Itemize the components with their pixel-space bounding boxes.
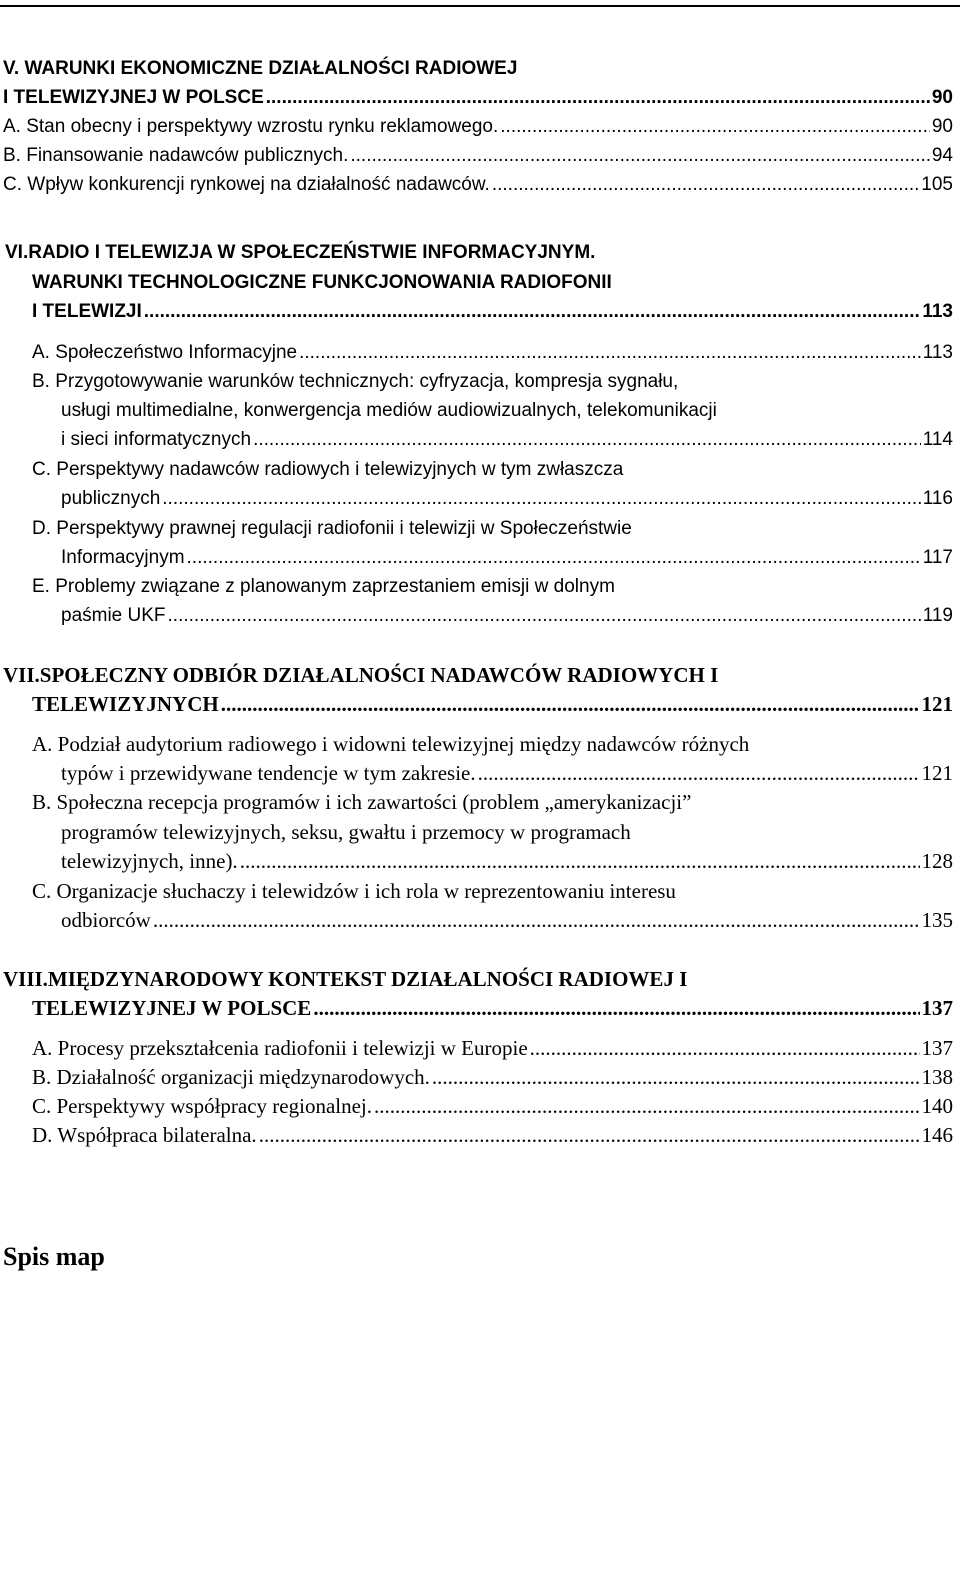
entry-text: telewizyjnych, inne). [61,849,238,873]
toc-entry-vii-c-line1 [32,877,960,906]
toc-entry-vi-c-line1 [32,455,960,484]
toc-entry-v-b[interactable] [3,141,953,170]
page-number: 128 [921,849,953,873]
leader-dots [240,847,920,876]
entry-text: B. Finansowanie nadawców publicznych. [3,145,349,166]
page-number: 114 [922,429,953,450]
page-number: 135 [921,908,953,932]
heading-text: TELEWIZYJNYCH [32,692,219,716]
entry-text: typów i przewidywane tendencje w tym zakresie. [61,761,476,785]
entry-text: A. Podział audytorium radiowego i widowni telewizyjnej między nadawców różnych [32,732,750,756]
page-number: 121 [921,692,953,716]
leader-dots [313,994,919,1023]
toc-entry-viii-a[interactable] [32,1034,953,1063]
leader-dots [478,759,920,788]
leader-dots [266,83,930,112]
heading-text: WARUNKI TECHNOLOGICZNE FUNKCJONOWANIA RADIOFONII [32,272,612,293]
leader-dots [168,601,921,630]
entry-text: D. Współpraca bilateralna. [32,1123,257,1147]
leader-dots [299,338,921,367]
heading-text: I TELEWIZYJNEJ W POLSCE [3,87,264,108]
leader-dots [253,425,921,454]
toc-entry-vi-e-line1 [32,572,960,601]
toc-entry-v-a[interactable] [3,112,953,141]
spis-map-heading: Spis map [3,1242,105,1271]
entry-text: B. Społeczna recepcja programów i ich zawartości (problem „amerykanizacji” [32,790,692,814]
toc-heading-viii[interactable] [32,994,953,1023]
leader-dots [144,297,921,326]
page-number: 121 [921,761,953,785]
toc-heading-v[interactable] [3,83,953,112]
entry-text: B. Działalność organizacji międzynarodowych. [32,1065,430,1089]
toc-entry-vii-a-line1 [32,730,960,759]
toc-entry-vi-d[interactable] [61,543,953,572]
toc-entry-vi-a[interactable] [32,338,953,367]
page-number: 113 [922,301,953,322]
toc-heading-vi-line1 [5,238,958,267]
entry-text: A. Stan obecny i perspektywy wzrostu rynku reklamowego. [3,116,499,137]
toc-entry-vi-c[interactable] [61,484,953,513]
toc-heading-vi[interactable] [32,297,953,326]
toc-entry-vi-b[interactable] [61,425,953,454]
page-number: 137 [921,1036,953,1060]
entry-text: usługi multimedialne, konwergencja mediów audiowizualnych, telekomunikacji [61,400,717,421]
page-number: 138 [921,1065,953,1089]
leader-dots [530,1034,920,1063]
entry-text: B. Przygotowywanie warunków technicznych: cyfryzacja, kompresja sygnału, [32,371,679,392]
toc-entry-vi-b-line1 [32,367,960,396]
leader-dots [350,141,930,170]
entry-text: A. Społeczeństwo Informacyjne [32,342,298,363]
entry-text: programów telewizyjnych, seksu, gwałtu i przemocy w programach [61,820,631,844]
toc-entry-vi-b-line2 [61,396,960,425]
toc-entry-vi-d-line1 [32,514,960,543]
leader-dots [259,1121,920,1150]
page-number: 90 [931,87,953,108]
toc-entry-vii-c[interactable] [61,906,953,935]
heading-text: I TELEWIZJI [32,301,142,322]
toc-heading-viii-line1 [3,965,956,994]
heading-text: VII.SPOŁECZNY ODBIÓR DZIAŁALNOŚCI NADAWCÓW RADIOWYCH I [3,663,719,687]
heading-text: VIII.MIĘDZYNARODOWY KONTEKST DZIAŁALNOŚCI RADIOWEJ I [3,967,688,991]
leader-dots [374,1092,919,1121]
page-number: 140 [921,1094,953,1118]
toc-entry-vii-a[interactable] [61,759,953,788]
toc-heading-vii-line1 [3,661,956,690]
entry-text: A. Procesy przekształcenia radiofonii i telewizji w Europie [32,1036,528,1060]
page-number: 117 [922,547,953,568]
leader-dots [187,543,921,572]
page-number: 137 [921,996,953,1020]
page-number: 116 [922,488,953,509]
entry-text: C. Organizacje słuchaczy i telewidzów i ich rola w reprezentowaniu interesu [32,879,676,903]
leader-dots [221,690,920,719]
toc-heading-v-line1 [3,54,956,83]
entry-text: Informacyjnym [61,547,185,568]
toc-entry-vii-b-line2 [61,818,960,847]
entry-text: i sieci informatycznych [61,429,252,450]
top-rule [0,5,960,7]
toc-entry-vii-b-line1 [32,788,960,817]
leader-dots [500,112,930,141]
entry-text: C. Perspektywy współpracy regionalnej. [32,1094,373,1118]
page-number: 113 [922,342,953,363]
toc-entry-vi-e[interactable] [61,601,953,630]
leader-dots [153,906,920,935]
entry-text: publicznych [61,488,161,509]
page-number: 90 [931,116,953,137]
entry-text: C. Perspektywy nadawców radiowych i telewizyjnych w tym zwłaszcza [32,459,624,480]
entry-text: C. Wpływ konkurencji rynkowej na działalność nadawców. [3,174,490,195]
leader-dots [432,1063,920,1092]
toc-heading-vii[interactable] [32,690,953,719]
toc-heading-vi-line2 [32,268,960,297]
heading-text: V. WARUNKI EKONOMICZNE DZIAŁALNOŚCI RADIOWEJ [3,58,518,79]
entry-text: paśmie UKF [61,605,166,626]
toc-entry-viii-c[interactable] [32,1092,953,1121]
toc-entry-viii-d[interactable] [32,1121,953,1150]
page-number: 119 [922,605,953,626]
leader-dots [492,170,919,199]
toc-entry-viii-b[interactable] [32,1063,953,1092]
heading-text: TELEWIZYJNEJ W POLSCE [32,996,312,1020]
entry-text: D. Perspektywy prawnej regulacji radiofonii i telewizji w Społeczeństwie [32,518,632,539]
page-number: 105 [921,174,953,195]
page-number: 94 [931,145,953,166]
entry-text: odbiorców [61,908,151,932]
toc-entry-vii-b[interactable] [61,847,953,876]
heading-text: VI.RADIO I TELEWIZJA W SPOŁECZEŃSTWIE INFORMACYJNYM. [5,242,596,263]
entry-text: E. Problemy związane z planowanym zaprzestaniem emisji w dolnym [32,576,615,597]
toc-entry-v-c[interactable] [3,170,953,199]
leader-dots [162,484,920,513]
page-number: 146 [921,1123,953,1147]
